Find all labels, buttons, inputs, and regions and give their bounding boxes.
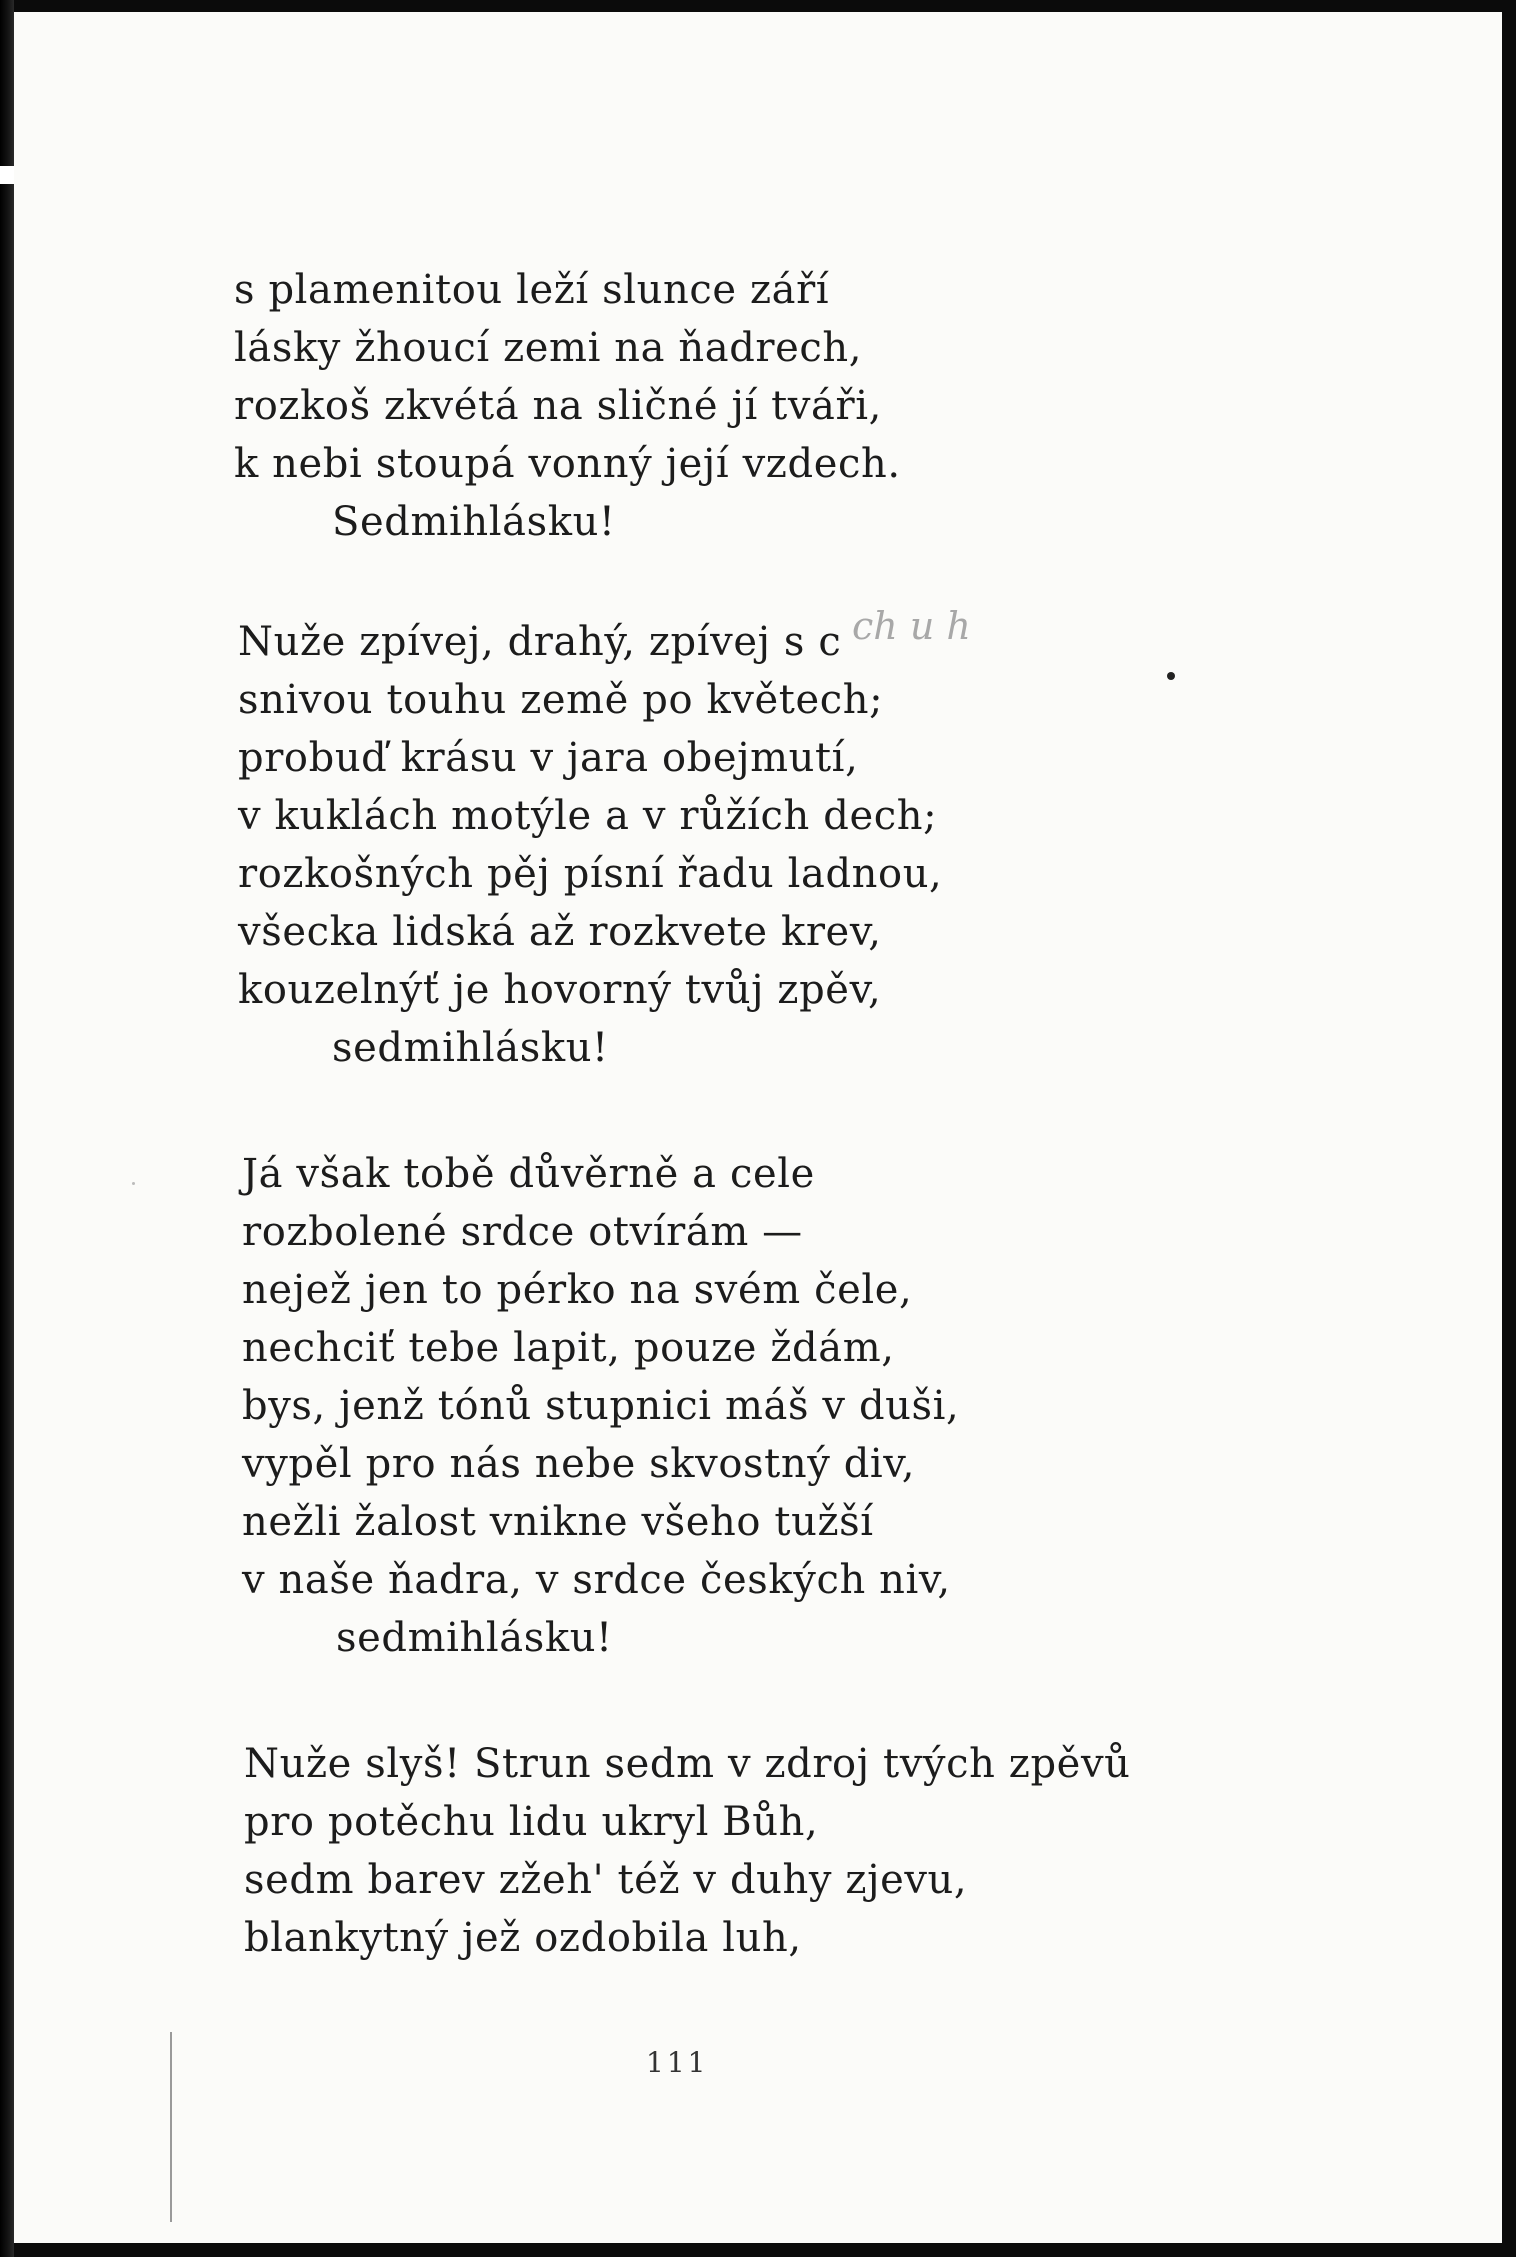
poem-line: nežli žalost vnikne všeho tužší	[242, 1499, 874, 1545]
poem-line: lásky žhoucí zemi na ňadrech,	[234, 325, 863, 371]
poem-line: Já však tobě důvěrně a cele	[242, 1151, 815, 1197]
poem-line: nejež jen to pérko na svém čele,	[242, 1267, 913, 1313]
poem-line: bys, jenž tónů stupnici máš v duši,	[242, 1383, 960, 1429]
poem-line: pro potěchu lidu ukryl Bůh,	[244, 1799, 819, 1845]
poem-line: probuď krásu v jara obejmutí,	[238, 735, 859, 781]
poem-line: rozkošných pěj písní řadu ladnou,	[238, 851, 943, 897]
scan-streak	[170, 2032, 172, 2222]
page-number: 111	[646, 2046, 709, 2079]
poem-line: rozkoš zkvétá na sličné jí tváři,	[234, 383, 882, 429]
poem-line: rozbolené srdce otvírám —	[242, 1209, 803, 1255]
book-page	[14, 12, 1502, 2243]
poem-refrain: Sedmihlásku!	[332, 499, 616, 545]
poem-line: Nuže slyš! Strun sedm v zdroj tvých zpěvů	[244, 1741, 1131, 1787]
binding-mark	[0, 166, 14, 184]
poem-line: všecka lidská až rozkvete krev,	[238, 909, 882, 955]
poem-line: snivou touhu země po květech;	[238, 677, 884, 723]
poem-line: blankytný jež ozdobila luh,	[244, 1915, 802, 1961]
poem-line: v naše ňadra, v srdce českých niv,	[242, 1557, 951, 1603]
poem-line: Nuže zpívej, drahý, zpívej s c	[238, 619, 842, 665]
pencil-annotation: ch u h	[852, 604, 971, 648]
poem-line: k nebi stoupá vonný její vzdech.	[234, 441, 901, 487]
poem-refrain: sedmihlásku!	[332, 1025, 609, 1071]
poem-line: sedm barev zžeh' též v duhy zjevu,	[244, 1857, 968, 1903]
poem-line: v kuklách motýle a v růžích dech;	[238, 793, 938, 839]
ink-speck	[1167, 672, 1175, 680]
poem-line: nechciť tebe lapit, pouze ždám,	[242, 1325, 895, 1371]
book-binding-edge	[0, 0, 14, 2257]
poem-line: kouzelnýť je hovorný tvůj zpěv,	[238, 967, 882, 1013]
poem-refrain: sedmihlásku!	[336, 1615, 613, 1661]
ink-speck	[132, 1182, 135, 1185]
poem-line: s plamenitou leží slunce září	[234, 267, 830, 313]
poem-line: vypěl pro nás nebe skvostný div,	[242, 1441, 916, 1487]
